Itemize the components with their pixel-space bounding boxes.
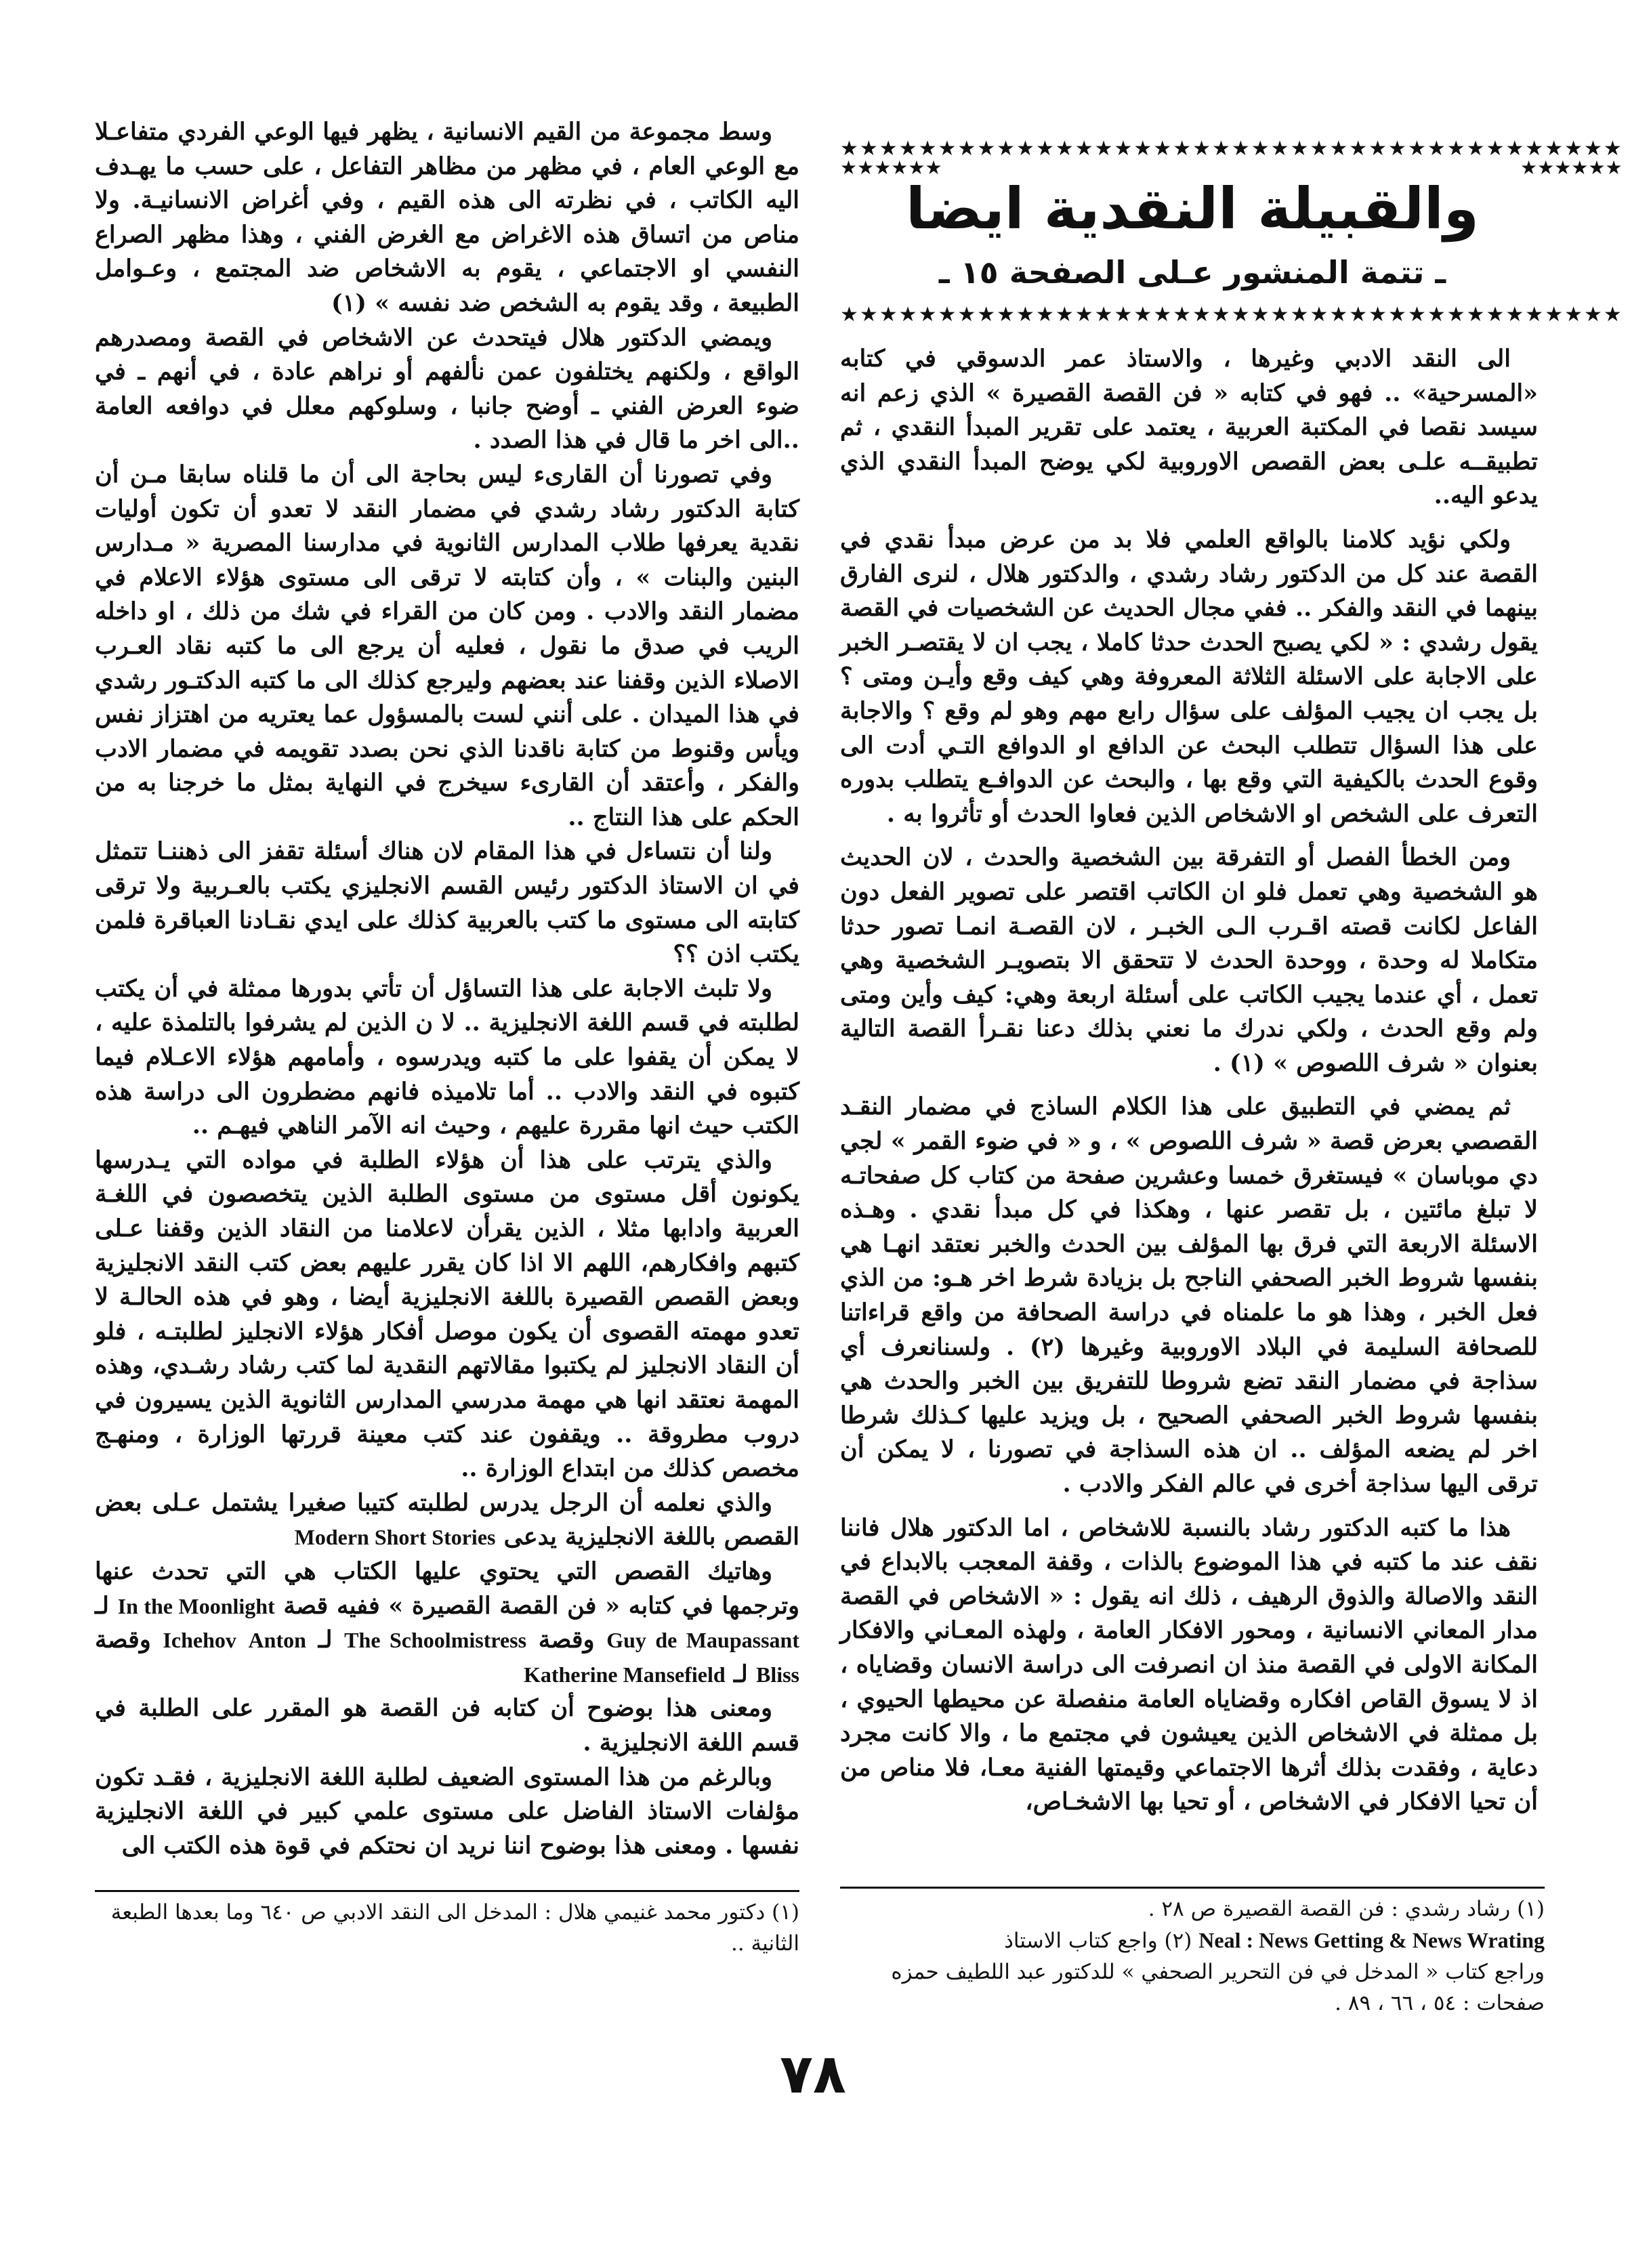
article-title: والقبيلة النقدية ايضا [905,175,1480,242]
star-border-left-text: ★★★★★★ [840,156,942,179]
left-paragraph: ولنا أن نتساءل في هذا المقام لان هناك أسئلة تقفز الى ذهننـا تتمثل في ان الاستاذ الدكتور رئيس القسم الانجليزي يكتب بالعـربية ولا ترقى كتابته الى مستوى ما كتب بالعربية كذلك على ايدي نقـادنا العباقرة فلمن يكتب اذن ؟؟ [95,837,799,969]
left-paragraph-text: وهاتيك القصص التي يحتوي عليها الكتاب هي التي تحدث عنها وترجمها في كتابه « فن القصة القصيرة » ففيه قصة [95,1557,800,1620]
star-border-bottom: ★★★★★★★★★★★★★★★★★★★★★★★★★★★★★★★★★★★★★★★★ [840,303,1623,327]
footnotes-right [840,1893,1545,2019]
footnote-rule-right [840,1887,1545,1889]
continuation-note: ـ تتمة المنشور عـلى الصفحة ١٥ ـ [938,254,1446,291]
author-latin: Katherine Mansefield [523,1662,726,1687]
title-box [840,135,1623,329]
author-latin: Guy de Maupassant [606,1628,800,1653]
footnote-latin: Neal : News Getting & News Wrating [1198,1928,1545,1952]
left-paragraph [95,1555,799,1692]
left-paragraph [95,1486,799,1555]
footnote: (١) دكتور محمد غنيمي هلال : المدخل الى النقد الادبي ص ٦٤٠ وما بعدها الطبعة الثانية .. [110,1900,799,1956]
right-paragraph: هذا ما كتبه الدكتور رشاد بالنسبة للاشخاص ، اما الدكتور هلال فاننا نقف عند ما كتبه في هذا الموضوع بالذات ، وقفة المعجب بالابداع في النقد والاصالة والذوق الرهيف ، ذلك انه يقول : « الاشخاص في القصة مدار المعاني الانسانية ، ومحور الافكار العامة ، ولهذه المعـاني والافكار المكانة الاولى في القصة منذ ان انصرفت الى دراسة الانسان وقضاياه ، اذ لا يسوق القاص افكاره وقضاياه العامة منفصلة عن محيطها الحيوي ، بل ممثلة في الاشخاص الذين يعيشون في مجتمع ما ، والا كانت مجرد دعاية ، وفقدت بذلك أثرها الاجتماعي وقيمتها الفنية معـا، فلا مناص من أن تحيا الافكار في الاشخاص ، أو تحيا بها الاشخـاص، [840,1513,1538,1816]
author-latin: Ichehov [163,1628,236,1653]
li-prefix: لـ [95,1591,109,1620]
star-border-right [1520,156,1623,308]
right-column [840,342,1538,1820]
right-paragraph: الى النقد الادبي وغيرها ، والاستاذ عمر الدسوقي في كتابه «المسرحية» .. فهو في كتابه « فن القصة القصيرة » الذي زعم انه سيسد نقصا في المكتبة العربية ، يعتمد على تقرير المبدأ النقدي ، ثم تطبيقــه علـى بعض القصص الاوروبية لكي يوضح المبدأ النقدي الذي يدعو اليه.. [840,345,1538,510]
book-title-latin: Modern Short Stories [294,1525,496,1550]
author-latin: Anton [248,1628,306,1653]
story-title-latin: The Schoolmistress [344,1628,527,1653]
right-paragraph: ومن الخطأ الفصل أو التفرقة بين الشخصية والحدث ، لان الحديث هو الشخصية وهي تعمل فلو ان الكاتب اقتصر على تصوير الفعل دون الفاعل لكانت قصته اقـرب الـى الخبـر ، لان القصـة انمـا تصور حدثا متكاملا له وحدة ، ووحدة الحدث لا تتحقق الا بتصويـر الشخصية وهي تعمل ، أي عندما يجيب الكاتب على أسئلة اربعة وهي: كيف وأين ومتى ولم وقع الحدث ، ولكي ندرك ما نعني بذلك دعنا نقـرأ القصة التالية بعنوان « شرف اللصوص » (١) . [840,843,1538,1077]
right-paragraph: ولكي نؤيد كلامنا بالواقع العلمي فلا بد من عرض مبدأ نقدي في القصة عند كل من الدكتور رشاد رشدي ، والدكتور هلال ، لنرى الفارق بينهما في النقد والفكر .. ففي مجال الحديث عن الشخصيات في القصة يقول رشدي : « لكي يصبح الحدث حدثا كاملا ، يجب ان لا يقتصـر الخبر على الاجابة على الاسئلة الثلاثة المعروفة وهي كيف وقع وأيـن ومتى ؟ بل يجب ان يجيب المؤلف على سؤال رابع مهم وهو لم وقع ؟ والاجابة على هذا السؤال تتطلب البحث عن الدافع او الدوافع التـي أدت الى وقوع الحدث بالكيفية التي وقع بها ، والبحث عن الدوافـع يتطلب بدوره التعرف على الشخص او الاشخاص الذين فعاوا الحدث أو تأثروا به . [840,525,1538,828]
footnote: (١) رشاد رشدي : فن القصة القصيرة ص ٢٨ . [1148,1897,1545,1921]
left-paragraph: وبالرغم من هذا المستوى الضعيف لطلبة اللغة الانجليزية ، فقـد تكون مؤلفات الاستاذ الفاضل على مستوى علمي كبير في اللغة الانجليزية نفسها . ومعنى هذا بوضوح اننا نريد ان نحتكم في قوة هذه الكتب الى [95,1763,799,1860]
li-prefix: لـ [318,1626,333,1654]
left-column [95,115,799,1863]
footnote [840,1925,1545,1956]
footnote: وراجع كتاب « المدخل في فن التحرير الصحفي » للدكتور عبد اللطيف حمزه صفحات : ٥٤ ، ٦٦ ، ٨٩ . [891,1960,1545,2015]
left-paragraph: ولا تلبث الاجابة على هذا التساؤل أن تأتي بدورها ممثلة في أن يكتب لطلبته في قسم اللغة الانجليزية .. لا ن الذين لم يشرفوا بالتلمذة عليه ، لا يمكن أن يقفوا على ما كتبه ويدرسوه ، وأمامهم هؤلاء الاعـلام فيما كتبوه في النقد والادب .. أما تلاميذه فانهم مضطرون الى دراسة هذه الكتب حيث انها مقررة عليهم ، وحيث انه الآمر الناهي فيهـم .. [95,974,799,1140]
left-paragraph-text: والذي نعلمه أن الرجل يدرس لطلبته كتيبا صغيرا يشتمل عـلى بعض القصص باللغة الانجليزية يدعى [95,1488,799,1551]
left-paragraph-text: وقصة [95,1626,151,1654]
star-border-top: ★★★★★★★★★★★★★★★★★★★★★★★★★★★★★★★★★★★★★★★★ [840,137,1623,161]
footnotes-left [95,1897,799,1959]
story-title-latin: Bliss [755,1662,799,1687]
star-border-right-text: ★★★★★★ [1520,156,1623,179]
footnote-text: (٢) واجع كتاب الاستاذ [1004,1929,1192,1953]
left-paragraph: ويمضي الدكتور هلال فيتحدث عن الاشخاص في القصة ومصدرهم الواقع ، ولكنهم يختلفون عمن نألفهم أو نراهم عادة ، في أنهم ـ في ضوء العرض الفني ـ أوضح جانبا ، وسلوكهم معلل في دوافعه العامة ..الى اخر ما قال في هذا الصدد . [95,323,799,455]
left-paragraph: ومعنى هذا بوضوح أن كتابه فن القصة هو المقرر على الطلبة في قسم اللغة الانجليزية . [95,1694,799,1757]
left-paragraph-text: وقصة [538,1626,595,1654]
footnote-rule-left [95,1890,799,1892]
page-number: ٧٨ [780,2042,846,2105]
left-paragraph: وفي تصورنا أن القارىء ليس بحاجة الى أن ما قلناه سابقا مـن أن كتابة الدكتور رشاد رشدي في مضمار النقد لا تعدو أن تكون أوليات نقدية يعرفها طلاب المدارس الثانوية في مدارسنا المصرية « مـدارس البنين والبنات » ، وأن كتابته لا ترقى الى مستوى هؤلاء الاعلام في مضمار النقد والادب . ومن كان من القراء في شك من ذلك ، او داخله الريب في صدق ما نقول ، فعليه أن يرجع الى ما كتبه نقاد العـرب الاصلاء الذين وقفنا عند بعضهم وليرجع كذلك الى ما كتبه الدكتـور رشدي في هذا الميدان . على أنني لست بالمسؤول عما يعتريه من اهتزاز نفس ويأس وقنوط من كتابة ناقدنا الذي نحن بصدد تقويمه في مضمار الادب والفكر ، وأعتقد أن القارىء سيخرج في النهاية بمثل ما خرجنا به من الحكم على هذا النتاج .. [95,460,799,831]
left-paragraph: والذي يترتب على هذا أن هؤلاء الطلبة في مواده التي يـدرسها يكونون أقل مستوى من مستوى الطلبة الذين يتخصصون في اللغـة العربية وادابها مثلا ، الذين يقرأن لاعلامنا من النقاد الذين وقفنا عـلى كتبهم وافكارهم، اللهم الا اذا كان يقرر عليهم بعض كتب النقد الانجليزية وبعض القصص القصيرة باللغة الانجليزية أيضا ، وهو في هذه الحالـة لا تعدو مهمته القصوى أن يكون موصل أفكار هؤلاء الانجليز لطلبتـه ، فلو أن النقاد الانجليز لم يكتبوا مقالاتهم النقدية لما كتب رشاد رشـدي، وهذه المهمة نعتقد انها هي مهمة مدرسي المدارس الثانوية الذين يسيرون في دروب مطروقة .. ويقفون عند كتب معينة قررتها الوزارة ، ومنهـج مخصص كذلك من ابتداع الوزارة .. [95,1146,799,1483]
right-paragraph: ثم يمضي في التطبيق على هذا الكلام الساذج في مضمار النقـد القصصي بعرض قصة « شرف اللصوص » ، و « في ضوء القمر » لجي دي موباسان » فيستغرق خمسا وعشرين صفحة من كتاب كل صفحاتـه لا تبلغ مائتين ، بل تقصر عنها ، وهكذا في كل مبدأ نقدي . وهـذه الاسئلة الاربعة التي فرق بها المؤلف بين الحدث والخبر نعتقد انهـا هي بنفسها شروط الخبر الصحفي الناجح بل بزيادة شرط اخر هـو: من الذي فعل الخبر ، وهذا هو ما علمناه في دراسة الصحافة من واقع قراءاتنا للصحافة السليمة في البلاد الاوروبية وغيرها (٢) . ولسنانعرف أي سذاجة في مضمار النقد تضع شروطا للتفريق بين الخبر والحدث هي بنفسها شروط الخبر الصحفي الصحيح ، بل ويزيد عليها كـذلك شرطا اخر لم يضعه المؤلف .. ان هذه السذاجة في تصورنا ، لا يمكن أن ترقى اليها سذاجة أخرى في عالم الفكر والادب . [840,1093,1538,1498]
story-title-latin: In the Moonlight [117,1593,275,1618]
left-paragraph: وسط مجموعة من القيم الانسانية ، يظهر فيها الوعي الفردي متفاعـلا مع الوعي العام ، في مظهر من مظاهر التفاعل ، على حسب ما يهـدف اليه الكاتب ، في نظرته الى هذه القيم ، وفي أغراض الانسانيـة. ولا مناص من اتساق هذه الاغراض مع الغرض الفني ، وهذا مظهر الصراع النفسي او الاجتماعي ، يقوم به الاشخاص ضد المجتمع ، وعـوامل الطبيعة ، وقد يقوم به الشخص ضد نفسه » (١) [95,118,799,317]
star-border-left [840,156,942,308]
li-prefix: لـ [733,1660,748,1688]
